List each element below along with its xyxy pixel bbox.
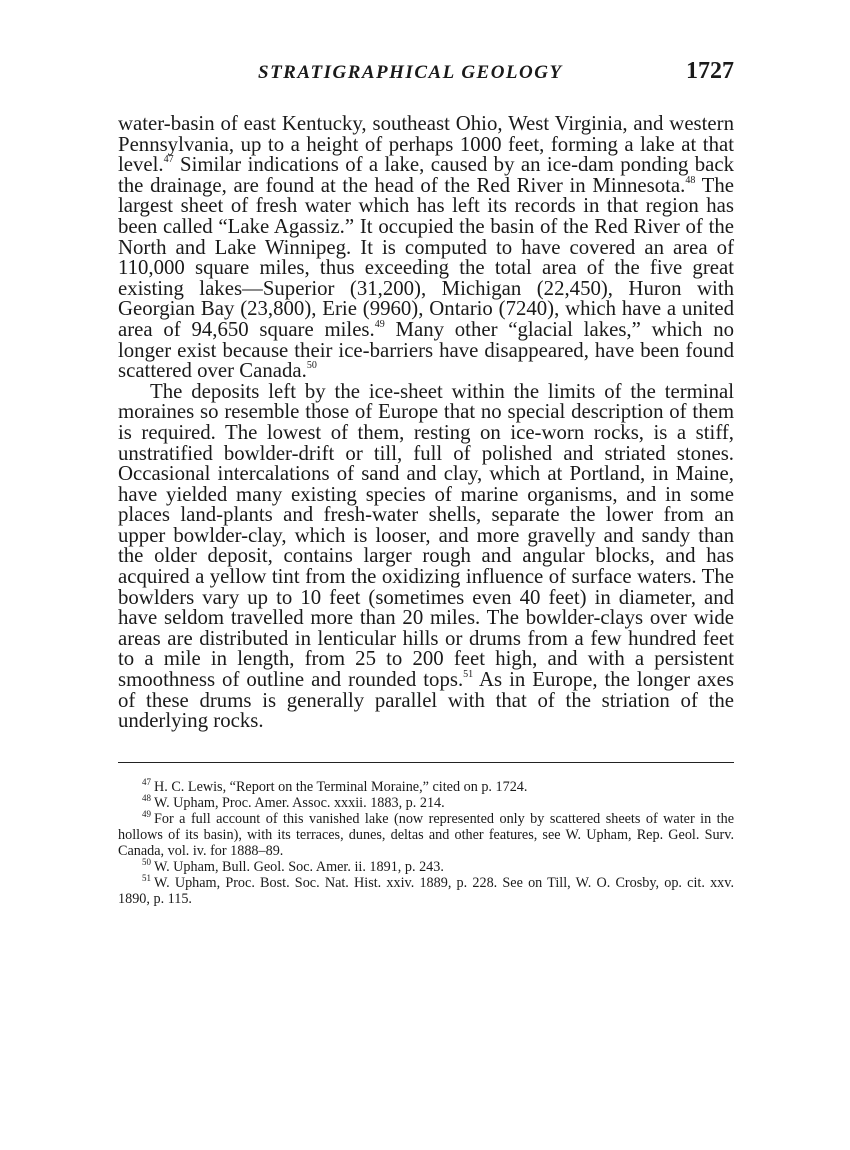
text-segment: As in Europe, the longer axes of these drums is generally parallel with that of the striation of the underlying rocks. — [118, 668, 735, 733]
footnote-number: 47 — [142, 776, 151, 787]
footnote-reference: 49 — [374, 318, 385, 330]
footnote-reference: 51 — [463, 669, 474, 681]
footnote-text: For a full account of this vanished lake (now represented only by scattered sheets of water in the hollows of its basin), with its terraces, dunes, deltas and other features, see W. Upham, Rep. Geol. Surv. Canada, vol. iv. for 1888–89. — [118, 810, 734, 859]
footnote — [118, 856, 734, 875]
paragraph — [118, 114, 734, 382]
text-segment: The deposits left by the ice-sheet within the limits of the terminal moraines so resemble those of Europe that no special description of them is required. The lowest of them, resting on ice-worn rocks, is a stiff, unstratified bowlder-drift or till, full of polished and striated stones. Occasional intercalations of sand and clay, which at Portland, in Maine, have yielded many existing species of marine organisms, and in some places land-plants and fresh-water shells, separate the lower from an upper bowlder-clay, which is looser, and more gravelly and sandy than the older deposit, contains larger rough and angular blocks, and has acquired a yellow tint from the oxidizing influence of surface waters. The bowlders vary up to 10 feet (sometimes even 40 feet) in diameter, and have seldom travelled more than 20 miles. The bowlder-clays over wide areas are distributed in lenticular hills or drums from a few hundred feet to a mile in length, from 25 to 200 feet high, and with a persistent smoothness of outline and rounded tops.$^{51}$ — [118, 379, 734, 692]
footnote-text: W. Upham, Proc. Bost. Soc. Nat. Hist. xxiv. 1889, p. 228. See on Till, W. O. Crosby, op. cit. xxv. 1890, p. 115. — [118, 874, 734, 907]
footnote-reference: 48 — [685, 174, 696, 186]
footnote-text: H. C. Lewis, “Report on the Terminal Moraine,” cited on p. 1724. — [154, 778, 528, 795]
footnote-number: 49 — [142, 808, 151, 819]
body-text — [118, 114, 734, 732]
book-page — [118, 58, 734, 907]
text-segment: water-basin of east Kentucky, southeast Ohio, West Virginia, and western Pennsylvania, up to a height of perhaps 1000 feet, forming a lake at that level.$^{47}$ — [118, 112, 734, 177]
footnote — [118, 776, 734, 795]
footnote-text: W. Upham, Bull. Geol. Soc. Amer. ii. 1891, p. 243. — [154, 858, 444, 875]
footnotes — [118, 776, 734, 907]
footnote-reference: 50 — [306, 360, 317, 372]
running-title: STRATIGRAPHICAL GEOLOGY — [258, 62, 563, 83]
footnote — [118, 808, 734, 859]
page-number: 1727 — [686, 58, 734, 84]
text-segment: Many other “glacial lakes,” which no longer exist because their ice-barriers have disappeared, have been found scattered over Canada.$^{50}$ — [118, 317, 734, 383]
text-segment: The largest sheet of fresh water which has left its records in that region has been called “Lake Agassiz.” It occupied the basin of the Red River of the North and Lake Winnipeg. It is computed to have covered an area of 110,000 square miles, thus exceeding the total area of the five great existing lakes—Superior (31,200), Michigan (22,450), Huron with Georgian Bay (23,800), Erie (9960), Ontario (7240), which have a united area of 94,650 square miles.$^{49}$ — [118, 173, 734, 341]
running-header — [118, 58, 734, 92]
footnote — [118, 872, 734, 907]
footnote-divider — [118, 762, 734, 763]
footnote-number: 48 — [142, 792, 151, 803]
footnote-number: 51 — [142, 872, 151, 883]
footnote-number: 50 — [142, 856, 151, 867]
paragraph — [118, 379, 735, 733]
footnote-text: W. Upham, Proc. Amer. Assoc. xxxii. 1883, p. 214. — [154, 794, 445, 811]
text-segment: Similar indications of a lake, caused by an ice-dam ponding back the drainage, are found at the head of the Red River in Minnesota.$^{48}$ — [118, 153, 734, 197]
footnote — [118, 792, 734, 811]
footnote-reference: 47 — [163, 154, 174, 166]
